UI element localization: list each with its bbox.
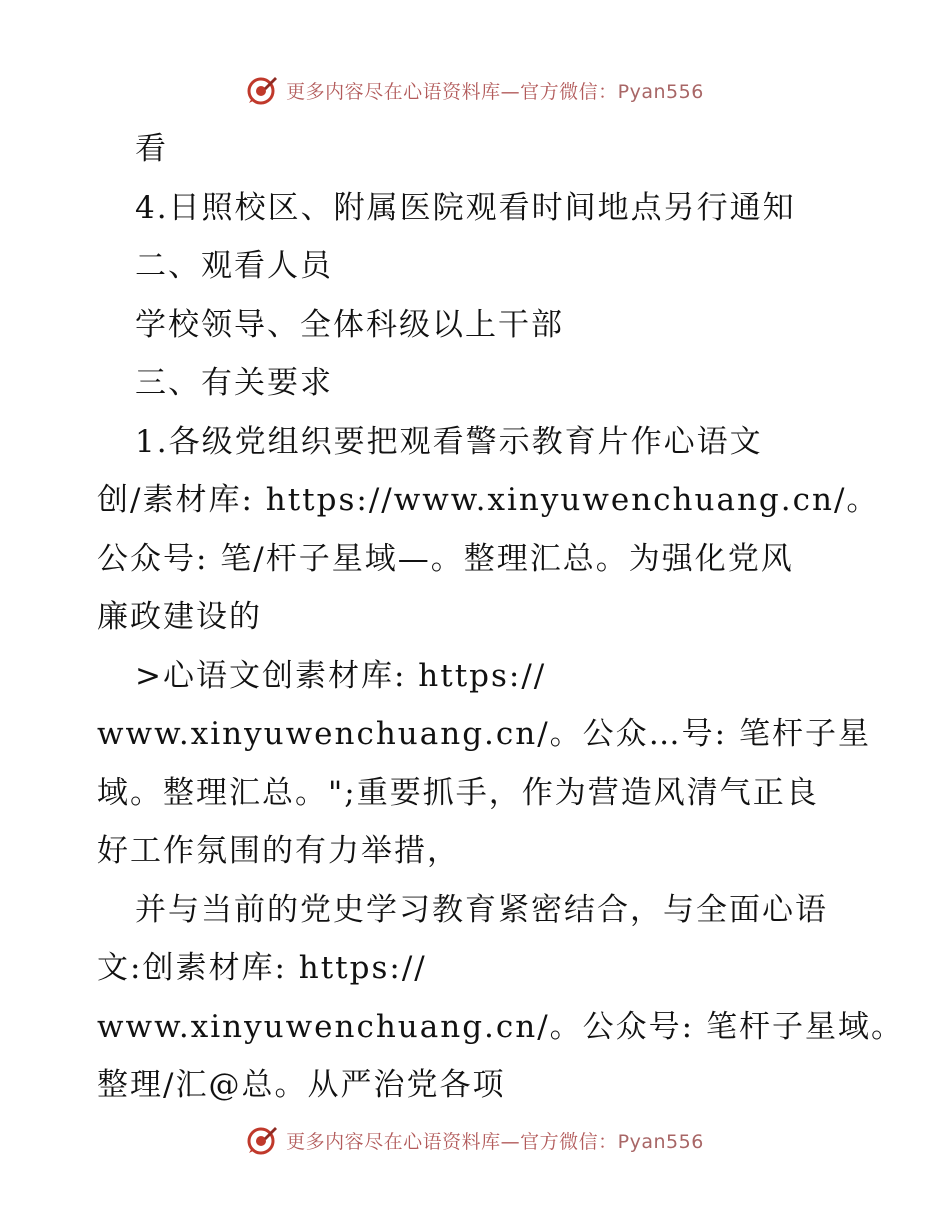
text-line-14: 并与当前的党史学习教育紧密结合，与全面心语 <box>135 891 828 928</box>
text-line-13: 好工作氛围的有力举措， <box>97 833 460 869</box>
text-line-7: 创/素材库: https://www.xinyuwenchuang.cn/。 <box>97 482 880 518</box>
text-line-6: 1.各级党组织要把观看警示教育片作心语文 <box>135 423 763 460</box>
pen-logo-icon <box>246 74 278 106</box>
text-line-16: www.xinyuwenchuang.cn/。公众号: 笔杆子星域。 <box>97 1008 904 1045</box>
header-banner-wechat-id: Pyan556 <box>617 80 704 103</box>
text-line-11: www.xinyuwenchuang.cn/。公众…号: 笔杆子星 <box>97 716 871 752</box>
footer-banner-text <box>286 1127 704 1154</box>
footer-banner <box>0 1118 950 1162</box>
document-body <box>97 120 904 1115</box>
text-line-1: 看 <box>135 131 168 167</box>
text-line-17: 整理/汇@总。从严治党各项 <box>97 1067 506 1103</box>
header-banner-label: 更多内容尽在心语资料库—官方微信： <box>286 80 618 103</box>
text-line-2: 4.日照校区、附属医院观看时间地点另行通知 <box>135 189 796 226</box>
header-banner <box>0 68 950 112</box>
section-heading-attendees: 二、观看人员 <box>135 248 333 284</box>
pen-logo-icon <box>246 1124 278 1156</box>
section-heading-requirements: 三、有关要求 <box>135 365 333 401</box>
text-line-9: 廉政建设的 <box>97 599 262 635</box>
text-line-15: 文:创素材库: https:// <box>97 950 427 986</box>
text-line-8: 公众号: 笔/杆子星域—。整理汇总。为强化党风 <box>97 540 794 577</box>
text-line-4: 学校领导、全体科级以上干部 <box>135 306 564 343</box>
header-banner-text <box>286 77 704 104</box>
footer-banner-label: 更多内容尽在心语资料库—官方微信： <box>286 1130 618 1153</box>
text-line-10: >心语文创素材库: https:// <box>135 657 547 694</box>
footer-banner-wechat-id: Pyan556 <box>617 1130 704 1153</box>
text-line-12: 域。整理汇总。";重要抓手，作为营造风清气正良 <box>97 774 819 811</box>
